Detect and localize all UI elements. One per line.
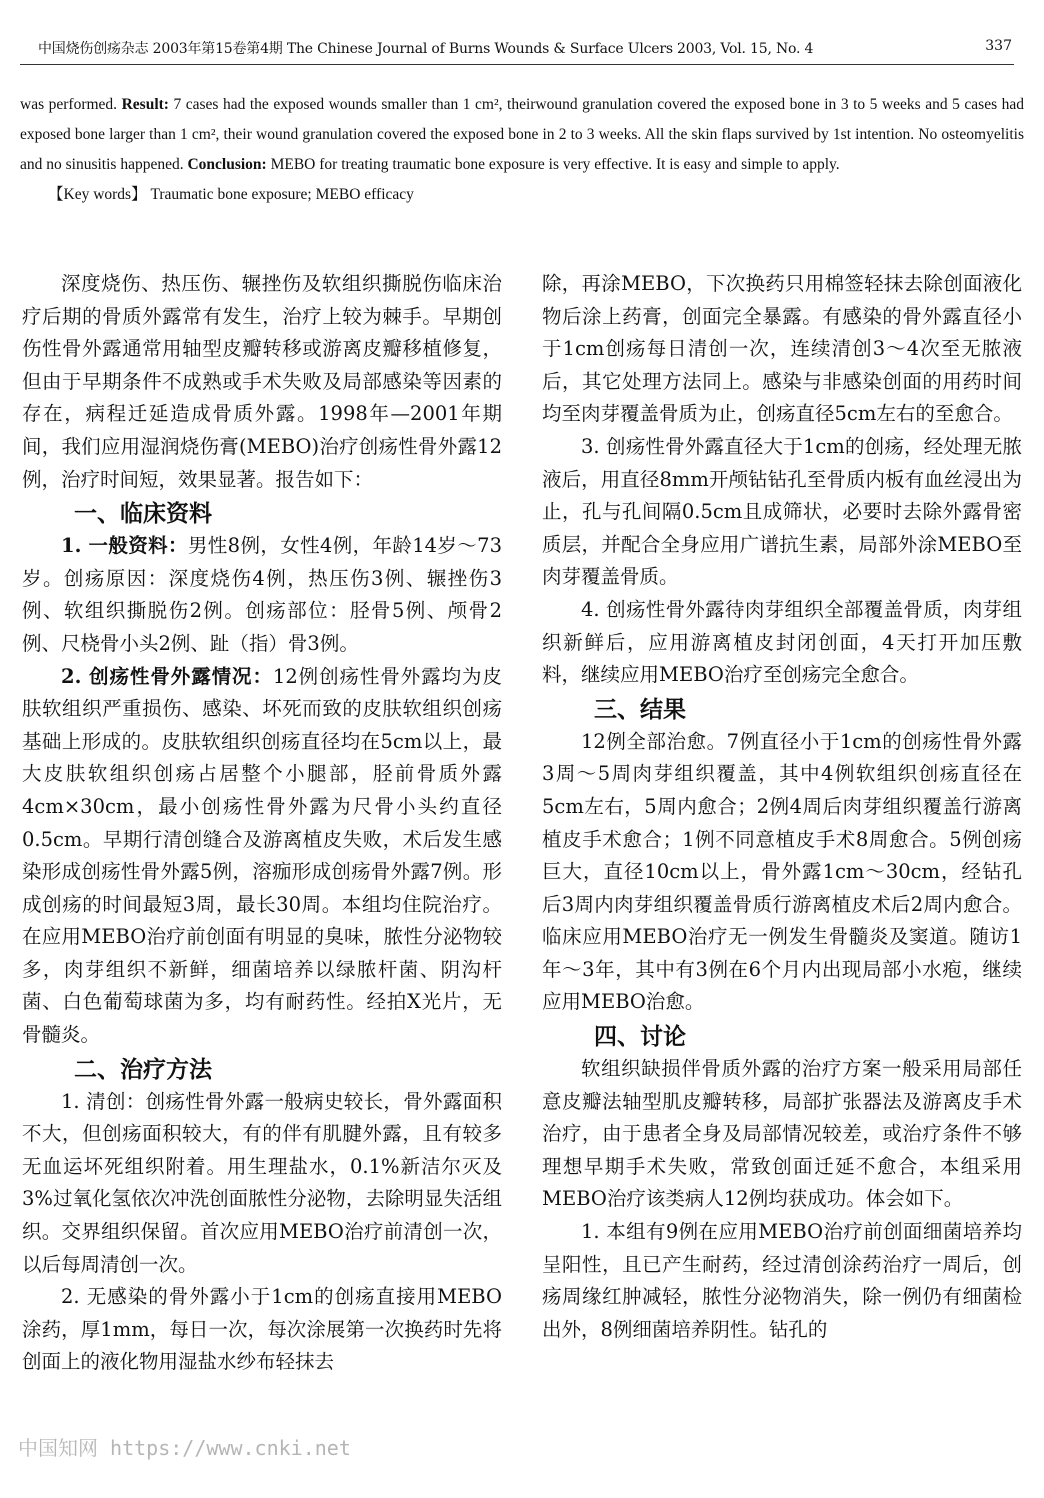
intro-paragraph: 深度烧伤、热压伤、辗挫伤及软组织撕脱伤临床治疗后期的骨质外露常有发生，治疗上较为棘手。早期创伤性骨外露通常用轴型皮瓣转移或游离皮瓣移植修复，但由于早期条件不成熟或手术失败及局部感染等因素的存在，病程迁延造成骨质外露。1998年—2001年期间，我们应用湿润烧伤膏(MEBO)治疗创疡性骨外露12例，治疗时间短，效果显著。报告如下：: [22, 272, 502, 491]
header-rule: [20, 64, 1014, 65]
right-column: [542, 268, 1022, 1346]
conclusion-text: MEBO for treating traumatic bone exposure is very effective. It is easy and simple to apply.: [266, 156, 840, 173]
bone-exposure-text: 12例创疡性骨外露均为皮肤软组织严重损伤、感染、坏死而致的皮肤软组织创疡基础上形成的。皮肤软组织创疡直径均在5cm以上，最大皮肤软组织创疡占居整个小腿部，胫前骨质外露4cm×30cm，最小创疡性骨外露为尺骨小头约直径0.5cm。早期行清创缝合及游离植皮失败，术后发生感染形成创疡性骨外露5例，溶痂形成创疡骨外露7例。形成创疡的时间最短3周，最长30周。本组均住院治疗。在应用MEBO治疗前创面有明显的臭味，脓性分泌物较多，肉芽组织不新鲜，细菌培养以绿脓杆菌、阴沟杆菌、白色葡萄球菌为多，均有耐药性。经拍X光片，无骨髓炎。: [22, 664, 502, 1047]
paragraph-continued: 除，再涂MEBO，下次换药只用棉签轻抹去除创面液化物后涂上药膏，创面完全暴露。有感染的骨外露直径小于1cm创疡每日清创一次，连续清创3～4次至无脓液后，其它处理方法同上。感染与非感染创面的用药时间均至肉芽覆盖骨质为止，创疡直径5cm左右的至愈合。: [542, 272, 1022, 426]
cnki-watermark: 中国知网 https://www.cnki.net: [18, 1436, 351, 1460]
left-column: [22, 268, 502, 1379]
paragraph-grafting: 4. 创疡性骨外露待肉芽组织全部覆盖骨质，肉芽组织新鲜后，应用游离植皮封闭创面，4天打开加压敷料，继续应用MEBO治疗至创疡完全愈合。: [542, 597, 1022, 687]
bone-exposure-label: 2. 创疡性骨外露情况：: [61, 664, 273, 688]
english-abstract: [20, 90, 1024, 210]
general-data-label: 1. 一般资料：: [61, 534, 188, 558]
abstract-body: [20, 90, 1024, 180]
paragraph-debridement: 1. 清创：创疡性骨外露一般病史较长，骨外露面积不大，但创疡面积较大，有的伴有肌腱外露，且有较多无血运坏死组织附着。用生理盐水，0.1%新洁尔灭及3%过氧化氢依次冲洗创面脓性分泌物，去除明显失活组织。交界组织保留。首次应用MEBO治疗前清创一次，以后每周清创一次。: [22, 1089, 502, 1276]
section-heading-1: 一、临床资料: [74, 500, 212, 528]
abstract-text-start: was performed.: [20, 96, 122, 113]
paragraph-discussion: 软组织缺损伴骨质外露的治疗方案一般采用局部任意皮瓣法轴型肌皮瓣转移，局部扩张器法及游离皮手术治疗，由于患者全身及局部情况较差，或治疗条件不够理想早期手术失败，常致创面迁延不愈合，本组采用MEBO治疗该类病人12例均获成功。体会如下。: [542, 1057, 1022, 1211]
page-number: 337: [985, 38, 1012, 54]
conclusion-label: Conclusion:: [187, 156, 267, 173]
result-text: 7 cases had the exposed wounds smaller than 1 cm², theirwound granulation covered the exposed bone in 3 to 5 weeks and 5 cases had exposed bone larger than 1 cm², their wound granulation covered the exposed bone in 2 to 3 weeks. All the skin flaps survived by 1st intention. No osteomyelitis and no sinusitis happened.: [20, 96, 1025, 173]
paragraph-general-data: [22, 530, 502, 660]
paragraph-results: 12例全部治愈。7例直径小于1cm的创疡性骨外露3周～5周肉芽组织覆盖，其中4例软组织创疡直径在5cm左右，5周内愈合；2例4周后肉芽组织覆盖行游离植皮手术愈合；1例不同意植皮手术8周愈合。5例创疡巨大，直径10cm以上，骨外露1cm～30cm，经钻孔后3周内肉芽组织覆盖骨质行游离植皮术后2周内愈合。临床应用MEBO治疗无一例发生骨髓炎及窦道。随访1年～3年，其中有3例在6个月内出现局部小水疱，继续应用MEBO治愈。: [542, 729, 1022, 1014]
keywords: 【Key words】 Traumatic bone exposure; MEBO efficacy: [48, 186, 414, 203]
section-heading-3: 三、结果: [594, 695, 686, 723]
paragraph-no-infection: 2. 无感染的骨外露小于1cm的创疡直接用MEBO涂药，厚1mm，每日一次，每次涂展第一次换药时先将创面上的液化物用湿盐水纱布轻抹去: [22, 1285, 502, 1374]
journal-header: 中国烧伤创疡杂志 2003年第15卷第4期 The Chinese Journal of Burns Wounds & Surface Ulcers 2003, Vol. 15, No. 4: [38, 41, 814, 57]
section-heading-2: 二、治疗方法: [74, 1055, 212, 1083]
running-header: [20, 38, 1024, 62]
paragraph-bone-exposure: [22, 661, 502, 1052]
paragraph-drilling: 3. 创疡性骨外露直径大于1cm的创疡，经处理无脓液后，用直径8mm开颅钻钻孔至骨质内板有血丝浸出为止，孔与孔间隔0.5cm且成筛状，必要时去除外露骨密质层，并配合全身应用广谱抗生素，局部外涂MEBO至肉芽覆盖骨质。: [542, 434, 1022, 589]
result-label: Result:: [121, 96, 169, 113]
section-heading-4: 四、讨论: [594, 1023, 686, 1051]
general-data-text: 男性8例，女性4例，年龄14岁～73岁。创疡原因：深度烧伤4例，热压伤3例、辗挫伤3例、软组织撕脱伤2例。创疡部位：胫骨5例、颅骨2例、尺桡骨小头2例、趾（指）骨3例。: [22, 534, 502, 655]
paragraph-discussion-1: 1. 本组有9例在应用MEBO治疗前创面细菌培养均呈阳性，且已产生耐药，经过清创涂药治疗一周后，创疡周缘红肿减轻，脓性分泌物消失，除一例仍有细菌检出外，8例细菌培养阴性。钻孔的: [542, 1220, 1022, 1341]
